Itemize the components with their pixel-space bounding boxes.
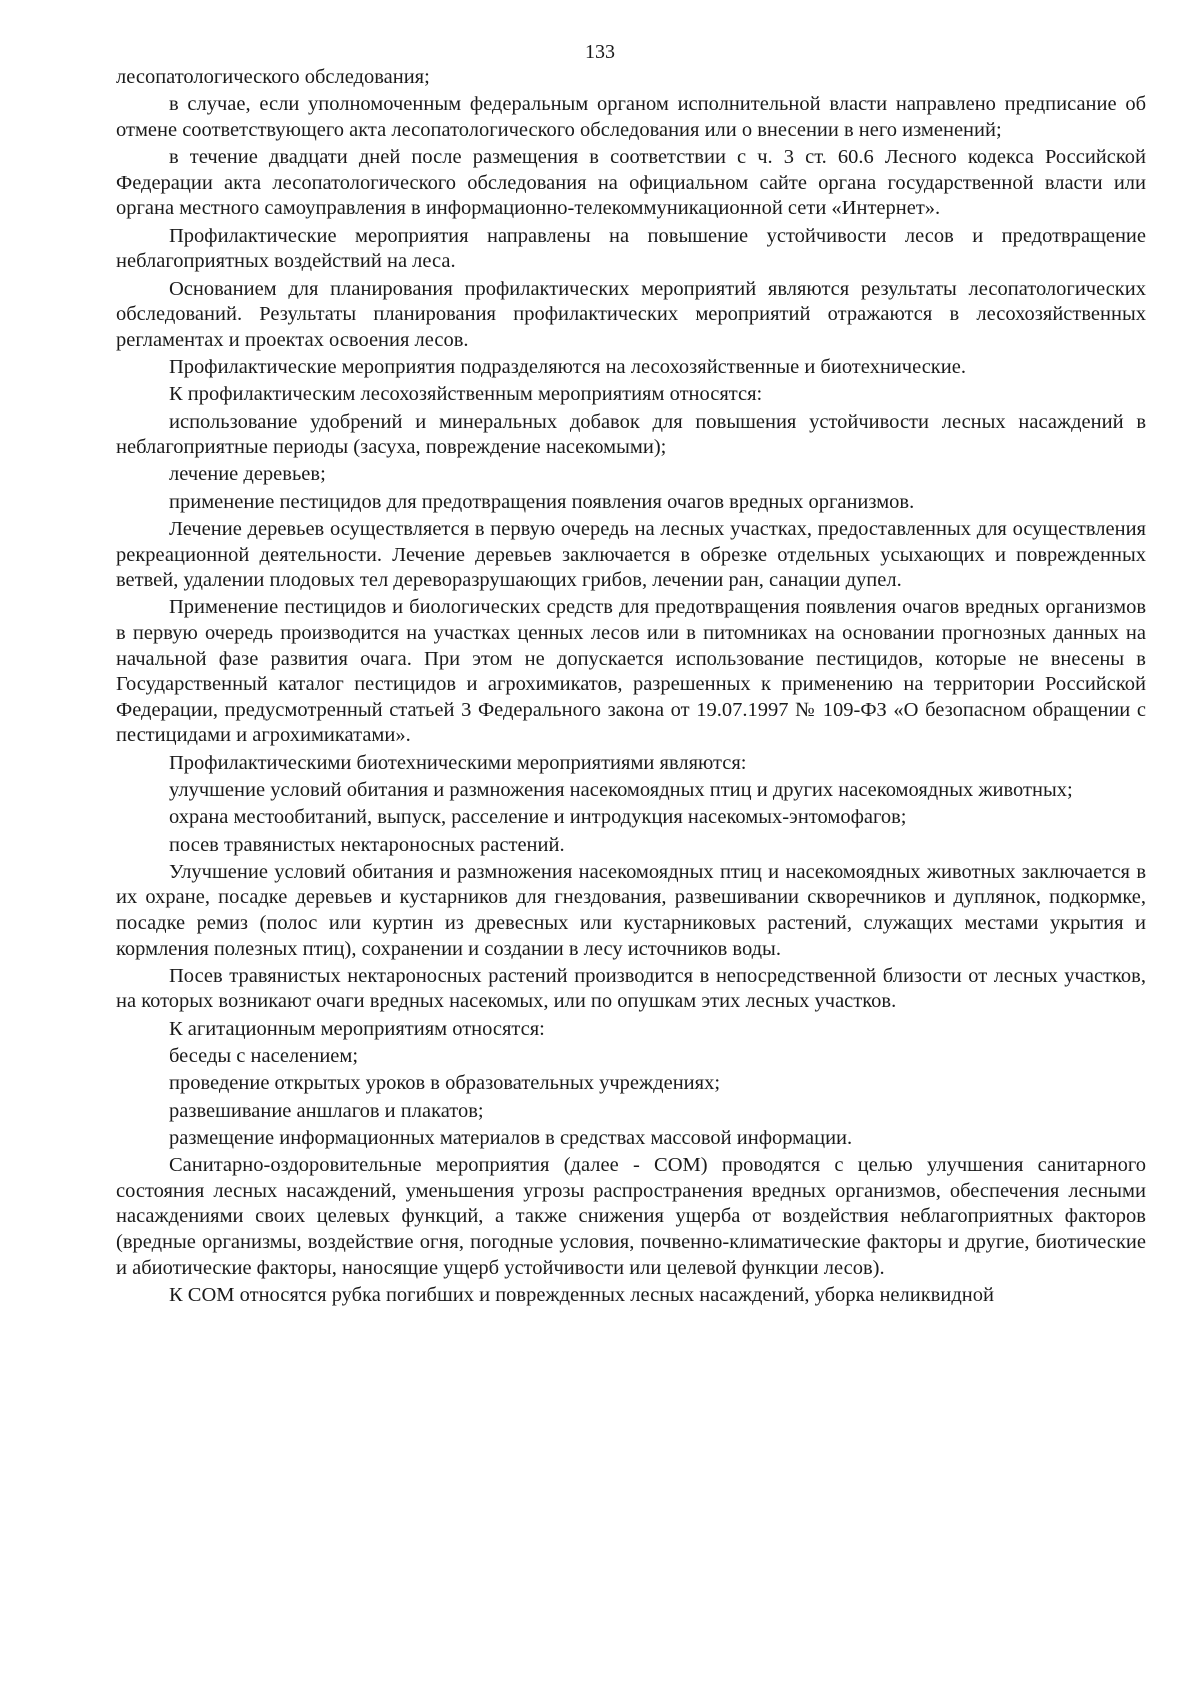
- document-body: [116, 65, 1146, 1310]
- paragraph: Санитарно-оздоровительные мероприятия (далее - СОМ) проводятся с целью улучшения санитарного состояния лесных насаждений, уменьшения угрозы распространения вредных организмов, обеспечения лесными насаждениями своих целевых функций, а также снижения ущерба от воздействия неблагоприятных факторов (вредные организмы, воздействие огня, погодные условия, почвенно-климатические факторы и другие, биотические и абиотические факторы, наносящие ущерб устойчивости или целевой функции лесов).: [116, 1154, 1146, 1279]
- paragraph: размещение информационных материалов в средствах массовой информации.: [169, 1126, 853, 1149]
- paragraph: лесопатологического обследования;: [116, 66, 430, 88]
- paragraph: лечение деревьев;: [169, 463, 326, 486]
- paragraph: использование удобрений и минеральных добавок для повышения устойчивости лесных насаждений в неблагоприятные периоды (засуха, повреждение насекомыми);: [116, 410, 1146, 459]
- paragraph: Профилактическими биотехническими мероприятиями являются:: [169, 751, 747, 774]
- paragraph: К СОМ относятся рубка погибших и поврежденных лесных насаждений, уборка неликвидной: [169, 1283, 994, 1306]
- paragraph: Улучшение условий обитания и размножения насекомоядных птиц и насекомоядных животных заключается в их охране, посадке деревьев и кустарников для гнездования, развешивании скворечников и дуплянок, подкормке, посадке ремиз (полос или куртин из древесных или кустарниковых растений, служащих местами укрытия и кормления полезных птиц), сохранении и создании в лесу источников воды.: [116, 860, 1146, 960]
- paragraph: проведение открытых уроков в образовательных учреждениях;: [169, 1072, 721, 1095]
- paragraph: посев травянистых нектароносных растений.: [169, 833, 565, 856]
- paragraph: Лечение деревьев осуществляется в первую очередь на лесных участках, предоставленных для осуществления рекреационной деятельности. Лечение деревьев заключается в обрезке отдельных усыхающих и поврежденных ветвей, удалении плодовых тел дереворазрушающих грибов, лечении ран, санации дупел.: [116, 517, 1146, 592]
- paragraph: применение пестицидов для предотвращения появления очагов вредных организмов.: [169, 490, 915, 513]
- paragraph: улучшение условий обитания и размножения насекомоядных птиц и других насекомоядных животных;: [169, 778, 1073, 801]
- paragraph: беседы с населением;: [169, 1045, 359, 1068]
- paragraph: К профилактическим лесохозяйственным мероприятиям относятся:: [169, 383, 763, 406]
- paragraph: К агитационным мероприятиям относятся:: [169, 1017, 545, 1040]
- page-number: 133: [585, 41, 615, 63]
- paragraph: в случае, если уполномоченным федеральным органом исполнительной власти направлено предписание об отмене соответствующего акта лесопатологического обследования или о внесении в него изменений;: [116, 93, 1146, 141]
- paragraph: Основанием для планирования профилактических мероприятий являются результаты лесопатологических обследований. Результаты планирования профилактических мероприятий отражаются в лесохозяйственных регламентах и проектах освоения лесов.: [116, 277, 1146, 351]
- paragraph: Посев травянистых нектароносных растений производится в непосредственной близости от лесных участков, на которых возникают очаги вредных насекомых, или по опушкам этих лесных участков.: [116, 964, 1146, 1013]
- paragraph: охрана местообитаний, выпуск, расселение и интродукция насекомых-энтомофагов;: [169, 806, 907, 829]
- paragraph: Применение пестицидов и биологических средств для предотвращения появления очагов вредных организмов в первую очередь производится на участках ценных лесов или в питомниках на основании прогнозных данных на начальной фазе развития очага. При этом не допускается использование пестицидов, которые не внесены в Государственный каталог пестицидов и агрохимикатов, разрешенных к применению на территории Российской Федерации, предусмотренный статьей 3 Федерального закона от 19.07.1997 № 109-ФЗ «О безопасном обращении с пестицидами и агрохимикатами».: [116, 596, 1146, 747]
- paragraph: развешивание аншлагов и плакатов;: [169, 1099, 484, 1122]
- paragraph: в течение двадцати дней после размещения в соответствии с ч. 3 ст. 60.6 Лесного кодекса Российской Федерации акта лесопатологического обследования на официальном сайте органа государственной власти или органа местного самоуправления в информационно-телекоммуникационной сети «Интернет».: [116, 146, 1146, 220]
- paragraph: Профилактические мероприятия направлены на повышение устойчивости лесов и предотвращение неблагоприятных воздействий на леса.: [116, 224, 1146, 273]
- paragraph: Профилактические мероприятия подразделяются на лесохозяйственные и биотехнические.: [169, 355, 966, 378]
